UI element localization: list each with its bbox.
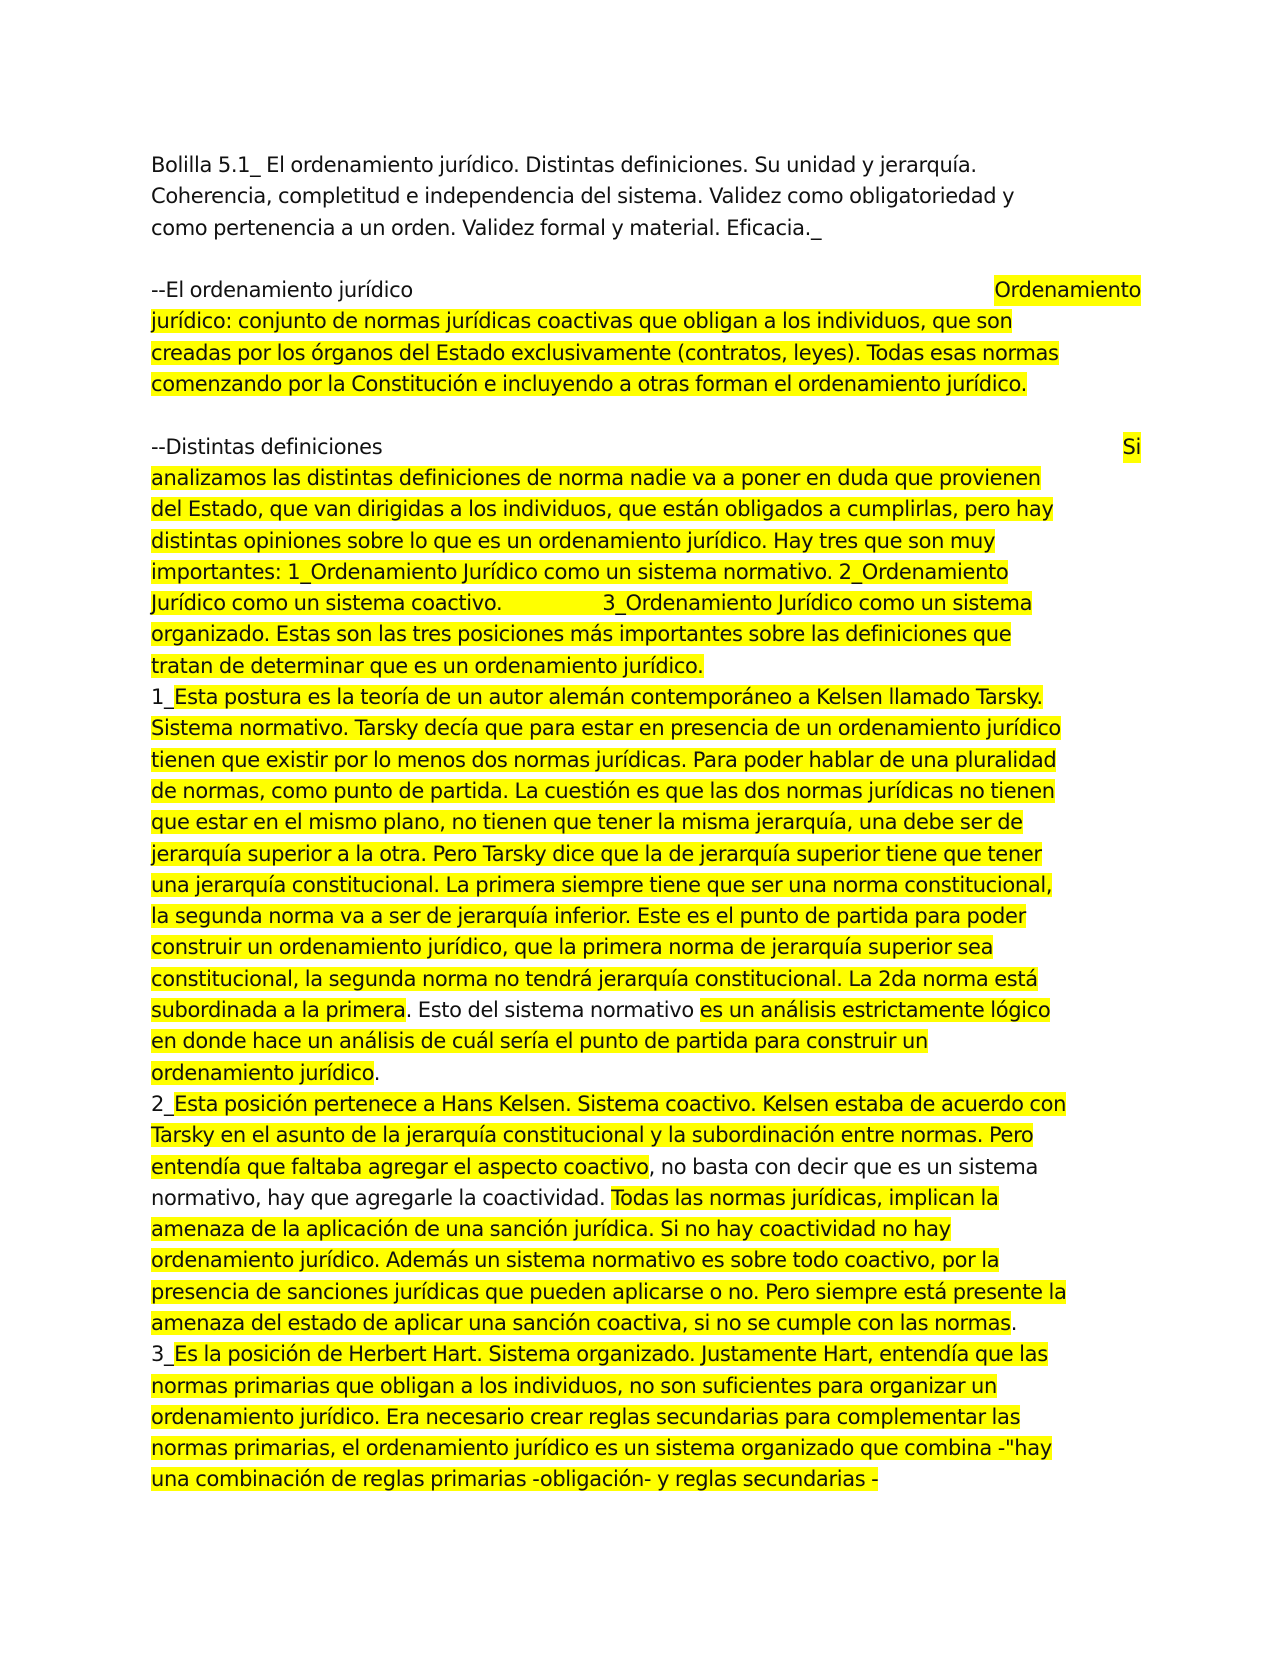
paragraph-line: jerarquía superior a la otra. Pero Tarsky dice que la de jerarquía superior tiene que tener xyxy=(151,841,1042,866)
section-heading-row xyxy=(151,432,1141,463)
title-line: como pertenencia a un orden. Validez formal y material. Eficacia._ xyxy=(151,215,822,240)
paragraph-line: que estar en el mismo plano, no tienen que tener la misma jerarquía, una debe ser de xyxy=(151,810,1023,835)
paragraph-line: tienen que existir por lo menos dos normas jurídicas. Para poder hablar de una pluralidad xyxy=(151,747,1057,772)
point-number: 3_ xyxy=(151,1342,175,1367)
plain-text: normativo, hay que agregarle la coactividad. xyxy=(151,1185,612,1210)
paragraph-line: Tarsky en el asunto de la jerarquía constitucional y la subordinación entre normas. Pero xyxy=(151,1123,1034,1148)
paragraph-line: normas primarias que obligan a los individuos, no son suficientes para organizar un xyxy=(151,1373,997,1398)
point-2-kelsen xyxy=(151,1089,1141,1339)
paragraph-line: amenaza de la aplicación de una sanción jurídica. Si no hay coactividad no hay xyxy=(151,1217,951,1242)
highlighted-text: es un análisis estrictamente lógico xyxy=(699,998,1051,1023)
paragraph-line: Jurídico como un sistema coactivo. xyxy=(151,591,503,616)
highlighted-text: Todas las normas jurídicas, implican la xyxy=(611,1185,999,1210)
highlighted-text: amenaza del estado de aplicar una sanción coactiva, si no se cumple con las normas xyxy=(151,1310,1011,1335)
paragraph-line: creadas por los órganos del Estado exclusivamente (contratos, leyes). Todas esas normas xyxy=(151,340,1059,365)
point-number: 1_ xyxy=(151,685,175,710)
paragraph-line: presencia de sanciones jurídicas que pueden aplicarse o no. Pero siempre está presente la xyxy=(151,1279,1067,1304)
section-ordenamiento xyxy=(151,275,1141,400)
paragraph-line: de normas, como punto de partida. La cuestión es que las dos normas jurídicas no tienen xyxy=(151,778,1055,803)
paragraph-line: ordenamiento jurídico. Además un sistema normativo es sobre todo coactivo, por la xyxy=(151,1248,1000,1273)
plain-text: . xyxy=(1010,1310,1018,1335)
paragraph-line: tratan de determinar que es un ordenamiento jurídico. xyxy=(151,653,704,678)
plain-text: . xyxy=(373,1060,381,1085)
plain-text: , no basta con decir que es un sistema xyxy=(648,1154,1039,1179)
paragraph-line: Es la posición de Herbert Hart. Sistema organizado. Justamente Hart, entendía que las xyxy=(174,1342,1048,1367)
paragraph-line: una jerarquía constitucional. La primera siempre tiene que ser una norma constitucional, xyxy=(151,872,1053,897)
paragraph-line: Esta postura es la teoría de un autor alemán contemporáneo a Kelsen llamado Tarsky. xyxy=(174,685,1043,710)
paragraph-start: Si xyxy=(1123,432,1141,463)
paragraph-line: ordenamiento jurídico. Era necesario crear reglas secundarias para complementar las xyxy=(151,1404,1021,1429)
paragraph-line: normas primarias, el ordenamiento jurídico es un sistema organizado que combina -"hay xyxy=(151,1436,1052,1461)
section-definiciones xyxy=(151,432,1141,682)
paragraph-line: en donde hace un análisis de cuál sería el punto de partida para construir un xyxy=(151,1029,928,1054)
paragraph-line: una combinación de reglas primarias -obligación- y reglas secundarias - xyxy=(151,1467,879,1492)
highlighted-text: subordinada a la primera xyxy=(151,998,406,1023)
paragraph-line: la segunda norma va a ser de jerarquía inferior. Este es el punto de partida para poder xyxy=(151,904,1026,929)
paragraph-start: Ordenamiento xyxy=(994,275,1141,306)
point-number: 2_ xyxy=(151,1091,175,1116)
paragraph-line: Esta posición pertenece a Hans Kelsen. Sistema coactivo. Kelsen estaba de acuerdo con xyxy=(174,1091,1067,1116)
plain-text: . Esto del sistema normativo xyxy=(405,998,700,1023)
document-title xyxy=(151,150,1141,244)
paragraph-line: jurídico: conjunto de normas jurídicas coactivas que obligan a los individuos, que son xyxy=(151,309,1013,334)
document-page xyxy=(151,150,1141,1496)
title-line: Bolilla 5.1_ El ordenamiento jurídico. Distintas definiciones. Su unidad y jerarquía. xyxy=(151,153,977,177)
highlighted-text: ordenamiento jurídico xyxy=(151,1060,374,1085)
paragraph-line: analizamos las distintas definiciones de norma nadie va a poner en duda que provienen xyxy=(151,465,1041,490)
paragraph-line: distintas opiniones sobre lo que es un ordenamiento jurídico. Hay tres que son muy xyxy=(151,528,996,553)
paragraph-line: constitucional, la segunda norma no tendrá jerarquía constitucional. La 2da norma está xyxy=(151,966,1038,991)
paragraph-line: importantes: 1_Ordenamiento Jurídico como un sistema normativo. 2_Ordenamiento xyxy=(151,559,1009,584)
highlighted-text: entendía que faltaba agregar el aspecto coactivo xyxy=(151,1154,649,1179)
paragraph-line: construir un ordenamiento jurídico, que la primera norma de jerarquía superior sea xyxy=(151,935,994,960)
title-line: Coherencia, completitud e independencia del sistema. Validez como obligatoriedad y xyxy=(151,184,1015,209)
section-heading-row xyxy=(151,275,1141,306)
paragraph-line: comenzando por la Constitución e incluyendo a otras forman el ordenamiento jurídico. xyxy=(151,372,1027,397)
paragraph-line: organizado. Estas son las tres posiciones más importantes sobre las definiciones que xyxy=(151,622,1012,647)
point-3-hart xyxy=(151,1339,1141,1495)
paragraph-line: Sistema normativo. Tarsky decía que para estar en presencia de un ordenamiento jurídico xyxy=(151,716,1061,741)
section-heading: --Distintas definiciones xyxy=(151,434,383,459)
point-1-tarsky xyxy=(151,682,1141,1089)
paragraph-line: 3_Ordenamiento Jurídico como un sistema xyxy=(602,591,1033,616)
section-heading: --El ordenamiento jurídico xyxy=(151,278,413,303)
paragraph-line: del Estado, que van dirigidas a los individuos, que están obligados a cumplirlas, pero hay xyxy=(151,497,1054,522)
